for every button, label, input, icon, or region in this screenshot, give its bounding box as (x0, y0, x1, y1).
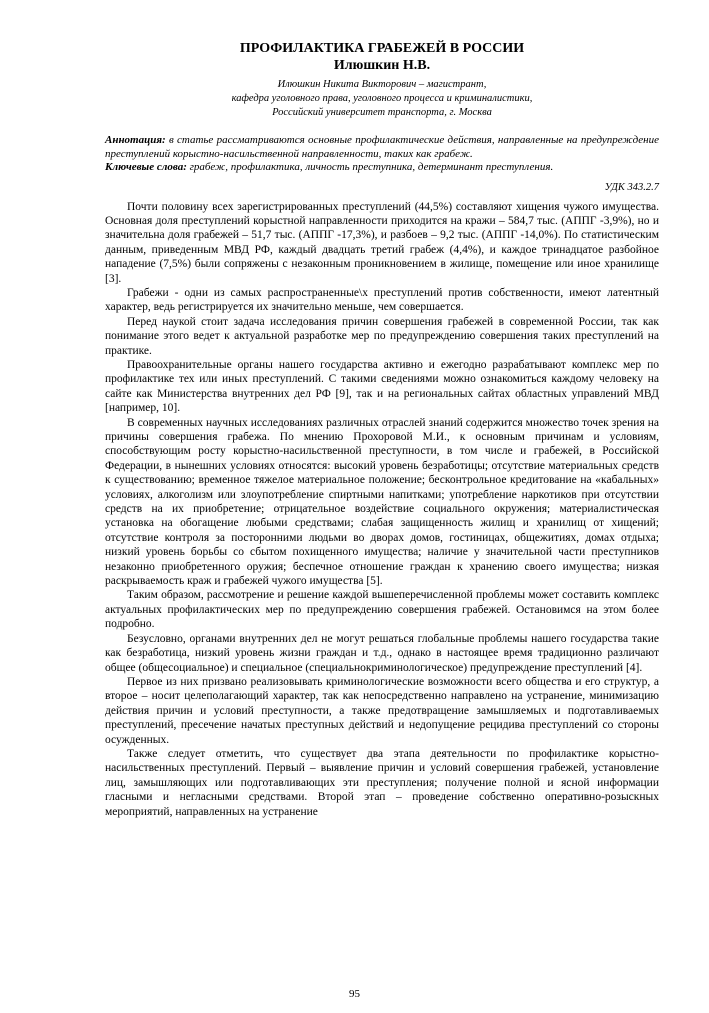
article-title: ПРОФИЛАКТИКА ГРАБЕЖЕЙ В РОССИИ (239, 41, 525, 56)
affiliation-line: Российский университет транспорта, г. Москва (272, 107, 492, 118)
affiliation-line: кафедра уголовного права, уголовного процесса и криминалистики, (231, 93, 533, 104)
keywords (105, 161, 659, 175)
affiliation-block (105, 78, 659, 120)
abstract-label: Аннотация: (105, 134, 166, 146)
udk-code: УДК 343.2.7 (604, 181, 659, 193)
body-paragraph: Почти половину всех зарегистрированных преступлений (44,5%) составляют хищения чужого имущества. Основная доля преступлений корыстной направленности приходится на кражи – 584,7 тыс. (АППГ -3,9%), но и значительна доля грабежей – 51,7 тыс. (АППГ -17,3%), и разбоев – 9,2 тыс. (АППГ -14,0%). По статистическим данным, приведенным МВД РФ, каждый двадцать третий грабеж (4,4%), и каждое тринадцатое разбойное нападение (7,5%) были сопряжены с незаконным проникновением в жилище, помещение или иное хранилище [3]. (105, 200, 659, 285)
body-paragraph: Правоохранительные органы нашего государства активно и ежегодно разрабатывают комплекс мер по профилактике тех или иных преступлений. С такими сведениями можно ознакомиться каждому человеку на сайте как Министерства внутренних дел РФ [9], так и на региональных сайтах областных управлений МВД [например, 10]. (105, 358, 659, 415)
body-paragraph: Также следует отметить, что существует два этапа деятельности по профилактике корыстно-насильственных преступлений. Первый – выявление причин и условий совершения грабежей, установление лиц, замышляющих или подготавливающих эти преступления; получение полной и ясной информации гласными и негласными средствами. Второй этап – проведение собственно оперативно-розыскных мероприятий, направленных на устранение (105, 747, 659, 818)
body-paragraph: Первое из них призвано реализовывать криминологические возможности всего общества и его структур, а второе – носит целеполагающий характер, так как непосредственно направлено на устранение, минимизацию действия причин и условий преступности, а также предотвращение замышляемых и подготавливаемых преступлений, пресечение начатых преступных действий и недопущение рецидива преступлений со стороны осужденных. (105, 675, 659, 746)
body-paragraph: Таким образом, рассмотрение и решение каждой вышеперечисленной проблемы может составить комплекс актуальных профилактических мер по предупреждению совершения грабежей. Остановимся на этом более подробно. (105, 589, 659, 631)
keywords-label: Ключевые слова: (105, 161, 187, 173)
abstract-block (105, 134, 659, 175)
body-paragraph: Перед наукой стоит задача исследования причин совершения грабежей в современной России, так как понимание этого ведет к актуальной разработке мер по предупреждению совершения таких преступлений на практике. (105, 315, 659, 357)
abstract (105, 134, 659, 161)
body-paragraph: В современных научных исследованиях различных отраслей знаний содержится множество точек зрения на причины совершения грабежа. По мнению Прохоровой М.И., к основным причинам и условиям, способствующим росту корыстно-насильственной преступности, в том числе и грабежей, в Российской Федерации, в нынешних условиях относятся: высокий уровень безработицы; отсутствие материальных средств к существованию; временное тяжелое материальное положение; бесконтрольное кредитование на «кабальных» условиях, алкоголизм или злоупотребление спиртными напитками; употребление наркотиков при отсутствии средств на их приобретение; отрицательное воздействие социального окружения; материалистическая установка на обогащение любыми средствами; слабая защищенность жилищ и хранилищ от хищений; отсутствие контроля за посторонними людьми во дворах домов, гостиницах, общежитиях, домах отдыха; низкий уровень борьбы со сбытом похищенного имущества; наличие у значительной части преступников незаконно приобретенного оружия; беспечное отношение граждан к хранению своего имущества; низкая раскрываемость краж и грабежей чужого имущества [5]. (105, 416, 659, 588)
body-paragraph: Грабежи - одни из самых распространенные\х преступлений против собственности, имеют латентный характер, ведь регистрируется их значительно меньше, чем совершается. (105, 286, 659, 314)
affiliation-line: Илюшкин Никита Викторович – магистрант, (277, 79, 487, 90)
body-paragraph: Безусловно, органами внутренних дел не могут решаться глобальные проблемы нашего государства такие как безработица, низкий уровень жизни граждан и т.д., однако в настоящее время традиционно различают общее (общесоциальное) и специальное (специальнокриминологическое) предупреждение преступлений [4]. (105, 632, 659, 674)
keywords-text: грабеж, профилактика, личность преступника, детерминант преступления. (189, 161, 554, 173)
author-name: Илюшкин Н.В. (333, 58, 431, 73)
article-body (105, 200, 659, 819)
page-content (105, 40, 659, 819)
page-number: 95 (349, 988, 360, 1000)
abstract-text: в статье рассматриваются основные профилактические действия, направленные на предупреждение преступлений корыстно-насильственной направленности, таких как грабеж. (105, 134, 660, 160)
